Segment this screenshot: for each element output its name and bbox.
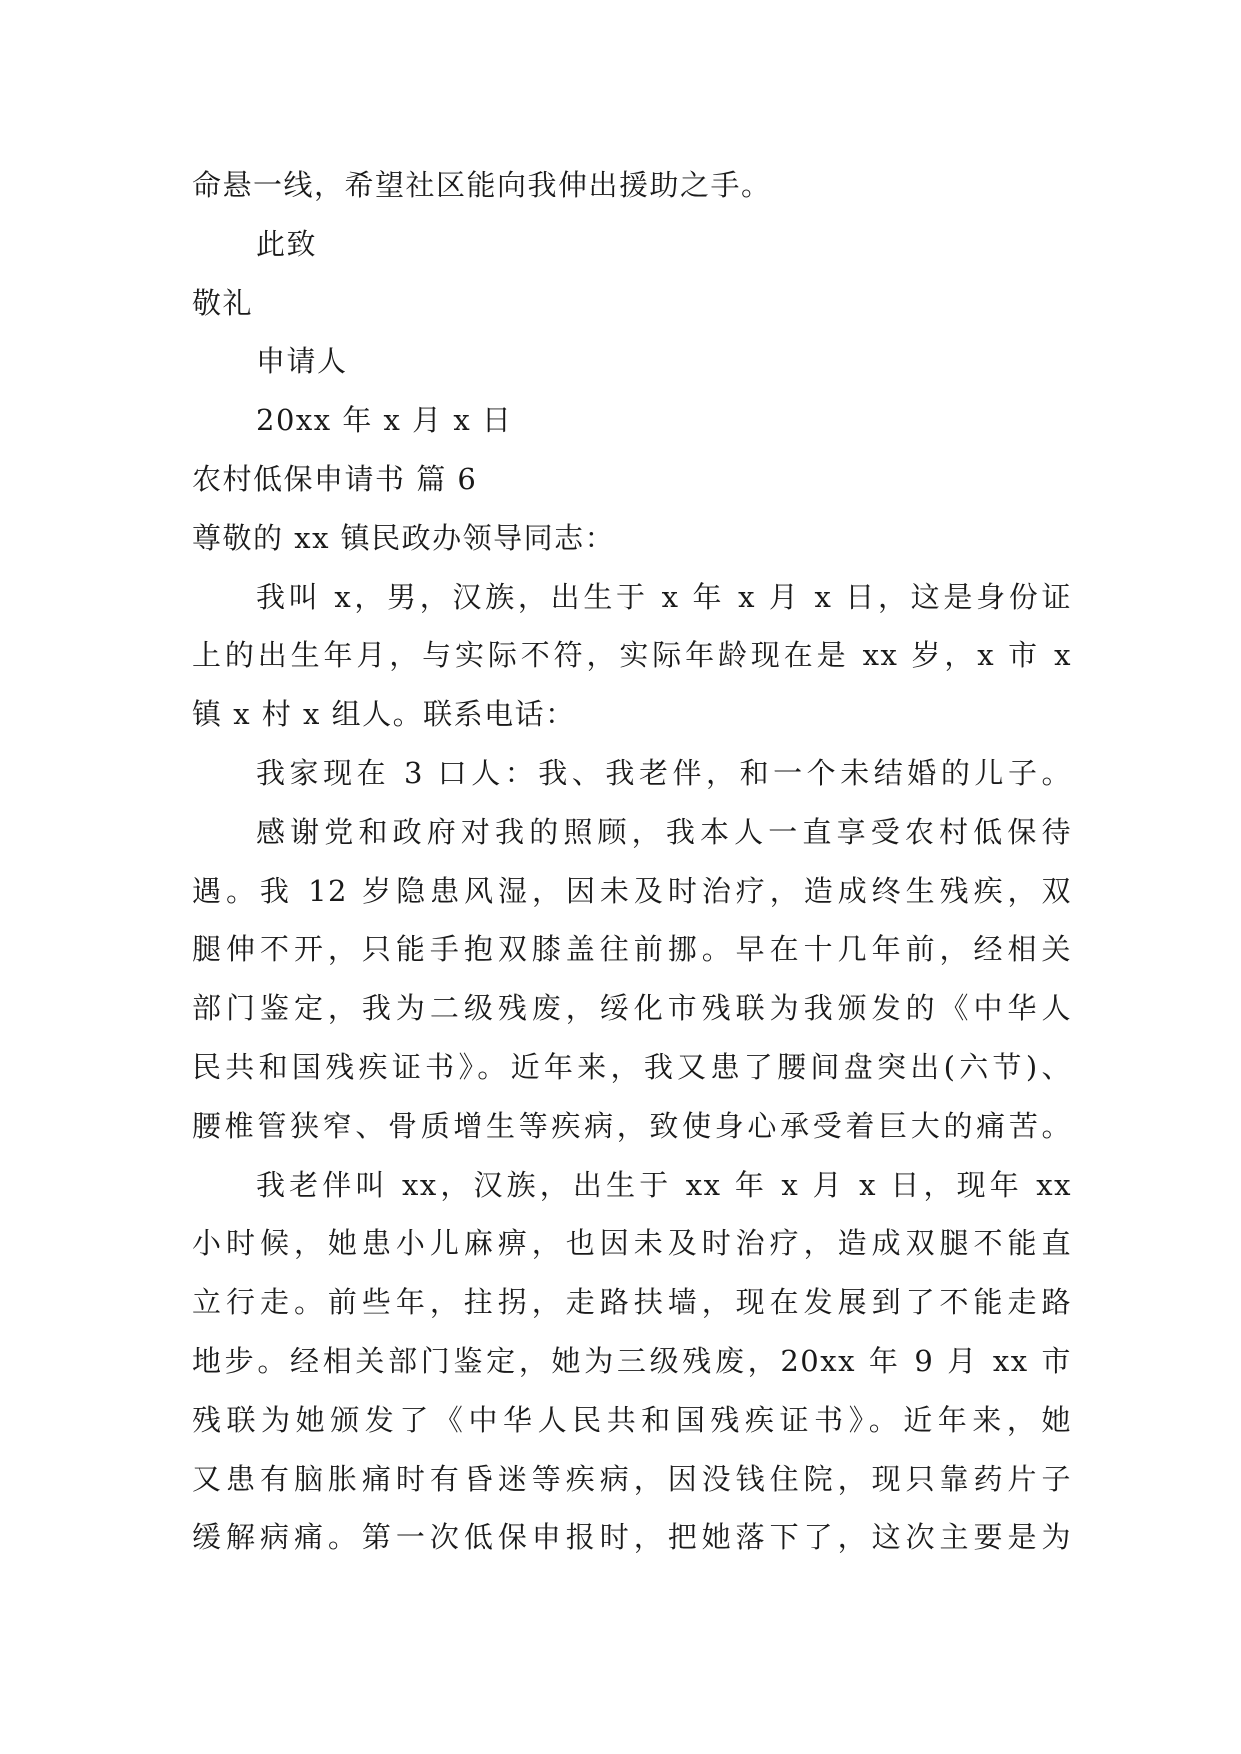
text-line: 缓解病痛。第一次低保申报时，把她落下了，这次主要是为 (192, 1520, 1072, 1555)
document-body (192, 156, 1072, 1567)
text-line: 我老伴叫 xx，汉族，出生于 xx 年 x 月 x 日，现年 xx (256, 1167, 1072, 1202)
text-line: 感谢党和政府对我的照顾，我本人一直享受农村低保待 (256, 814, 1072, 849)
text-line: 腿伸不开，只能手抱双膝盖往前挪。早在十几年前，经相关 (192, 932, 1072, 967)
text-line: 我叫 x，男，汉族，出生于 x 年 x 月 x 日，这是身份证 (256, 579, 1072, 614)
text-line: 命悬一线，希望社区能向我伸出援助之手。 (192, 168, 772, 202)
text-line: 部门鉴定，我为二级残废，绥化市残联为我颁发的《中华人 (192, 991, 1072, 1026)
text-line: 遇。我 12 岁隐患风湿，因未及时治疗，造成终生残疾，双 (192, 873, 1072, 908)
text-line: 我家现在 3 口人：我、我老伴，和一个未结婚的儿子。 (256, 755, 1072, 790)
text-line: 民共和国残疾证书》。近年来，我又患了腰间盘突出(六节)、 (192, 1049, 1072, 1084)
text-line: 地步。经相关部门鉴定，她为三级残废，20xx 年 9 月 xx 市 (192, 1343, 1072, 1378)
text-line: 20xx 年 x 月 x 日 (256, 403, 513, 438)
text-line: 农村低保申请书 篇 6 (192, 461, 478, 496)
text-line: 尊敬的 xx 镇民政办领导同志： (192, 520, 616, 555)
text-line: 又患有脑胀痛时有昏迷等疾病，因没钱住院，现只靠药片子 (192, 1461, 1072, 1496)
text-line: 小时候，她患小儿麻痹，也因未及时治疗，造成双腿不能直 (192, 1226, 1072, 1261)
text-line: 此致 (256, 226, 318, 261)
text-line: 立行走。前些年，拄拐，走路扶墙，现在发展到了不能走路 (192, 1285, 1072, 1320)
text-line: 镇 x 村 x 组人。联系电话： (192, 697, 576, 732)
text-line: 残联为她颁发了《中华人民共和国残疾证书》。近年来，她 (192, 1402, 1072, 1437)
text-line: 腰椎管狭窄、骨质增生等疾病，致使身心承受着巨大的痛苦。 (192, 1108, 1072, 1143)
text-line: 上的出生年月，与实际不符，实际年龄现在是 xx 岁，x 市 x (192, 638, 1072, 673)
text-line: 敬礼 (192, 285, 254, 320)
text-line: 申请人 (256, 344, 348, 379)
